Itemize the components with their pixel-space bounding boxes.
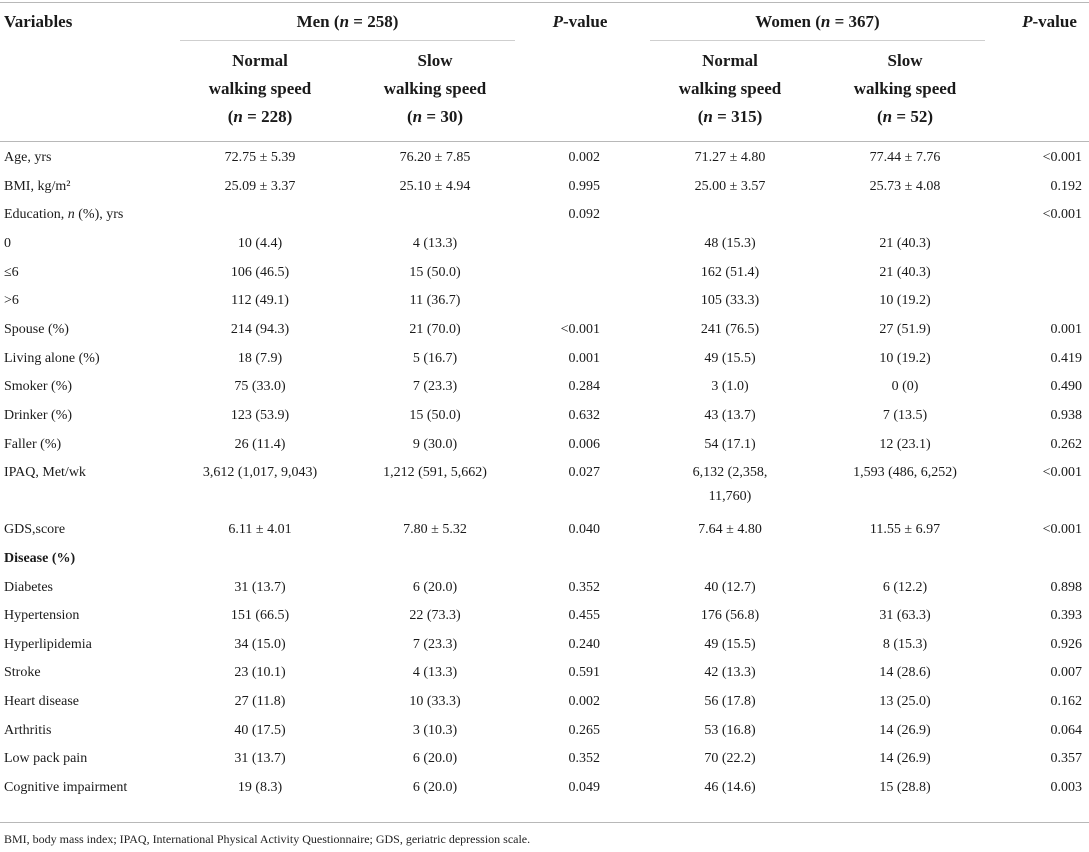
row-label: BMI, kg/m²: [4, 179, 71, 194]
men-normal-value: 23 (10.1): [234, 665, 286, 680]
women-slow-value: 15 (28.8): [879, 780, 931, 795]
women-pvalue: 0.007: [1050, 665, 1082, 680]
men-pvalue: 0.352: [568, 751, 600, 766]
women-normal-value: 162 (51.4): [700, 265, 760, 280]
row-label: Living alone (%): [4, 351, 100, 366]
women-normal-value: 176 (56.8): [700, 608, 760, 623]
women-pvalue: 0.938: [1050, 408, 1082, 423]
header-women-normal-line1: Normal: [702, 51, 758, 70]
men-pvalue: 0.632: [568, 408, 600, 423]
women-normal-value: 40 (12.7): [704, 580, 756, 595]
women-slow-value: 14 (26.9): [879, 723, 931, 738]
women-slow-value: 77.44 ± 7.76: [869, 150, 941, 165]
men-pvalue: 0.265: [568, 723, 600, 738]
men-pvalue: 0.591: [568, 665, 600, 680]
men-normal-value: 31 (13.7): [234, 580, 286, 595]
header-bottom-rule: [0, 141, 1089, 142]
men-slow-value: 6 (20.0): [412, 580, 458, 595]
row-label: Age, yrs: [4, 150, 52, 165]
header-variables: Variables: [4, 12, 73, 31]
table-footnote: BMI, body mass index; IPAQ, International Physical Activity Questionnaire; GDS, geriatric depression scale.: [4, 832, 531, 846]
header-men-slow-line2: walking speed: [383, 79, 487, 98]
women-normal-value: 49 (15.5): [704, 637, 756, 652]
row-label: IPAQ, Met/wk: [4, 465, 86, 480]
men-slow-value: 7 (23.3): [412, 379, 458, 394]
men-slow-value: 4 (13.3): [412, 665, 458, 680]
men-slow-value: 10 (33.3): [409, 694, 461, 709]
men-slow-value: 11 (36.7): [409, 293, 461, 308]
women-slow-value: 6 (12.2): [882, 580, 928, 595]
men-normal-value: 3,612 (1,017, 9,043): [202, 465, 318, 480]
men-normal-value: 10 (4.4): [237, 236, 283, 251]
header-women-group: Women (n = 367): [755, 12, 880, 31]
men-pvalue: 0.001: [568, 351, 600, 366]
women-normal-value: 46 (14.6): [704, 780, 756, 795]
women-pvalue: 0.393: [1050, 608, 1082, 623]
women-pvalue: <0.001: [1042, 207, 1082, 222]
row-label: Education, n (%), yrs: [4, 207, 124, 222]
row-label: Disease (%): [4, 551, 76, 566]
men-normal-value: 6.11 ± 4.01: [228, 522, 292, 537]
header-men-pvalue: P-value: [552, 12, 608, 31]
women-normal-value: 71.27 ± 4.80: [694, 150, 766, 165]
row-label: 0: [4, 236, 11, 251]
header-women-slow-line2: walking speed: [853, 79, 957, 98]
row-label: Diabetes: [4, 580, 53, 595]
women-normal-value: 49 (15.5): [704, 351, 756, 366]
women-pvalue: 0.162: [1050, 694, 1082, 709]
women-normal-value: 7.64 ± 4.80: [698, 522, 762, 537]
men-slow-value: 22 (73.3): [409, 608, 461, 623]
men-normal-value: 26 (11.4): [234, 437, 286, 452]
row-label: Heart disease: [4, 694, 80, 709]
women-slow-value: 14 (28.6): [879, 665, 931, 680]
men-slow-value: 15 (50.0): [409, 408, 461, 423]
header-men-slow: [355, 47, 515, 131]
men-normal-value: 123 (53.9): [230, 408, 290, 423]
women-pvalue: 0.064: [1050, 723, 1082, 738]
header-women-slow-n: (n = 52): [877, 107, 933, 126]
men-normal-value: 25.09 ± 3.37: [224, 179, 296, 194]
header-men-group: Men (n = 258): [296, 12, 399, 31]
men-normal-value: 214 (94.3): [230, 322, 290, 337]
women-pvalue: 0.357: [1050, 751, 1082, 766]
header-women-normal-n: (n = 315): [697, 107, 763, 126]
row-label: Arthritis: [4, 723, 52, 738]
men-pvalue: 0.240: [568, 637, 600, 652]
row-label: >6: [4, 293, 19, 308]
women-normal-value-cont: 11,760): [708, 489, 752, 504]
women-slow-value: 12 (23.1): [879, 437, 931, 452]
men-slow-value: 21 (70.0): [409, 322, 461, 337]
header-men-normal-n: (n = 228): [227, 107, 293, 126]
men-pvalue: <0.001: [560, 322, 600, 337]
women-pvalue: 0.898: [1050, 580, 1082, 595]
women-slow-value: 21 (40.3): [879, 265, 931, 280]
women-slow-value: 10 (19.2): [879, 293, 931, 308]
header-men-normal-line2: walking speed: [208, 79, 312, 98]
men-slow-value: 15 (50.0): [409, 265, 461, 280]
men-normal-value: 34 (15.0): [234, 637, 286, 652]
row-label: Hypertension: [4, 608, 80, 623]
women-slow-value: 0 (0): [891, 379, 919, 394]
men-pvalue: 0.455: [568, 608, 600, 623]
men-slow-value: 7 (23.3): [412, 637, 458, 652]
header-men-normal-line1: Normal: [232, 51, 288, 70]
men-slow-value: 9 (30.0): [412, 437, 458, 452]
women-slow-value: 21 (40.3): [879, 236, 931, 251]
women-slow-value: 7 (13.5): [882, 408, 928, 423]
women-normal-value: 53 (16.8): [704, 723, 756, 738]
women-pvalue: 0.003: [1050, 780, 1082, 795]
women-pvalue: <0.001: [1042, 465, 1082, 480]
women-normal-value: 48 (15.3): [704, 236, 756, 251]
women-slow-value: 25.73 ± 4.08: [869, 179, 941, 194]
women-normal-value: 241 (76.5): [700, 322, 760, 337]
men-slow-value: 76.20 ± 7.85: [399, 150, 471, 165]
men-pvalue: 0.002: [568, 150, 600, 165]
women-normal-value: 54 (17.1): [704, 437, 756, 452]
women-normal-value: 6,132 (2,358,: [692, 465, 768, 480]
top-rule: [0, 2, 1089, 3]
men-slow-value: 6 (20.0): [412, 751, 458, 766]
row-label: Cognitive impairment: [4, 780, 128, 795]
header-women-slow-line1: Slow: [887, 51, 923, 70]
women-slow-value: 1,593 (486, 6,252): [853, 465, 957, 480]
women-normal-value: 3 (1.0): [711, 379, 749, 394]
men-pvalue: 0.352: [568, 580, 600, 595]
row-label: Spouse (%): [4, 322, 69, 337]
header-women-normal: [650, 47, 810, 131]
women-normal-value: 70 (22.2): [704, 751, 756, 766]
row-label: Drinker (%): [4, 408, 73, 423]
men-normal-value: 40 (17.5): [234, 723, 286, 738]
women-pvalue: 0.001: [1050, 322, 1082, 337]
men-slow-value: 7.80 ± 5.32: [403, 522, 467, 537]
women-normal-value: 42 (13.3): [704, 665, 756, 680]
women-pvalue: 0.262: [1050, 437, 1082, 452]
men-pvalue: 0.092: [568, 207, 600, 222]
women-slow-value: 31 (63.3): [879, 608, 931, 623]
women-normal-value: 43 (13.7): [704, 408, 756, 423]
women-slow-value: 8 (15.3): [882, 637, 928, 652]
men-slow-value: 3 (10.3): [412, 723, 458, 738]
men-pvalue: 0.049: [568, 780, 600, 795]
header-women-normal-line2: walking speed: [678, 79, 782, 98]
men-pvalue: 0.284: [568, 379, 600, 394]
women-slow-value: 14 (26.9): [879, 751, 931, 766]
women-slow-value: 27 (51.9): [879, 322, 931, 337]
men-pvalue: 0.006: [568, 437, 600, 452]
men-slow-value: 6 (20.0): [412, 780, 458, 795]
men-normal-value: 75 (33.0): [234, 379, 286, 394]
men-slow-value: 25.10 ± 4.94: [399, 179, 471, 194]
row-label: Hyperlipidemia: [4, 637, 92, 652]
men-group-rule: [180, 40, 515, 41]
men-normal-value: 18 (7.9): [237, 351, 283, 366]
women-normal-value: 105 (33.3): [700, 293, 760, 308]
women-pvalue: <0.001: [1042, 150, 1082, 165]
header-women-pvalue: P-value: [1022, 12, 1077, 31]
men-pvalue: 0.027: [568, 465, 600, 480]
women-slow-value: 13 (25.0): [879, 694, 931, 709]
row-label: Faller (%): [4, 437, 62, 452]
women-pvalue: 0.490: [1050, 379, 1082, 394]
women-slow-value: 11.55 ± 6.97: [869, 522, 941, 537]
header-men-slow-n: (n = 30): [407, 107, 463, 126]
men-normal-value: 106 (46.5): [230, 265, 290, 280]
row-label: Low pack pain: [4, 751, 88, 766]
women-group-rule: [650, 40, 985, 41]
row-label: Stroke: [4, 665, 41, 680]
men-normal-value: 27 (11.8): [234, 694, 286, 709]
men-normal-value: 112 (49.1): [231, 293, 289, 308]
men-normal-value: 151 (66.5): [230, 608, 290, 623]
men-normal-value: 19 (8.3): [237, 780, 283, 795]
women-pvalue: <0.001: [1042, 522, 1082, 537]
bottom-rule: [0, 822, 1089, 823]
men-normal-value: 72.75 ± 5.39: [224, 150, 296, 165]
men-slow-value: 4 (13.3): [412, 236, 458, 251]
header-men-normal: [180, 47, 340, 131]
header-women-slow: [825, 47, 985, 131]
women-normal-value: 25.00 ± 3.57: [694, 179, 766, 194]
header-men-slow-line1: Slow: [417, 51, 453, 70]
men-slow-value: 5 (16.7): [412, 351, 458, 366]
men-pvalue: 0.040: [568, 522, 600, 537]
men-normal-value: 31 (13.7): [234, 751, 286, 766]
women-normal-value: 56 (17.8): [704, 694, 756, 709]
men-slow-value: 1,212 (591, 5,662): [383, 465, 487, 480]
women-slow-value: 10 (19.2): [879, 351, 931, 366]
row-label: GDS,score: [4, 522, 66, 537]
women-pvalue: 0.419: [1050, 351, 1082, 366]
women-pvalue: 0.192: [1050, 179, 1082, 194]
row-label: Smoker (%): [4, 379, 73, 394]
women-pvalue: 0.926: [1050, 637, 1082, 652]
men-pvalue: 0.995: [568, 179, 600, 194]
men-pvalue: 0.002: [568, 694, 600, 709]
row-label: ≤6: [4, 265, 19, 280]
